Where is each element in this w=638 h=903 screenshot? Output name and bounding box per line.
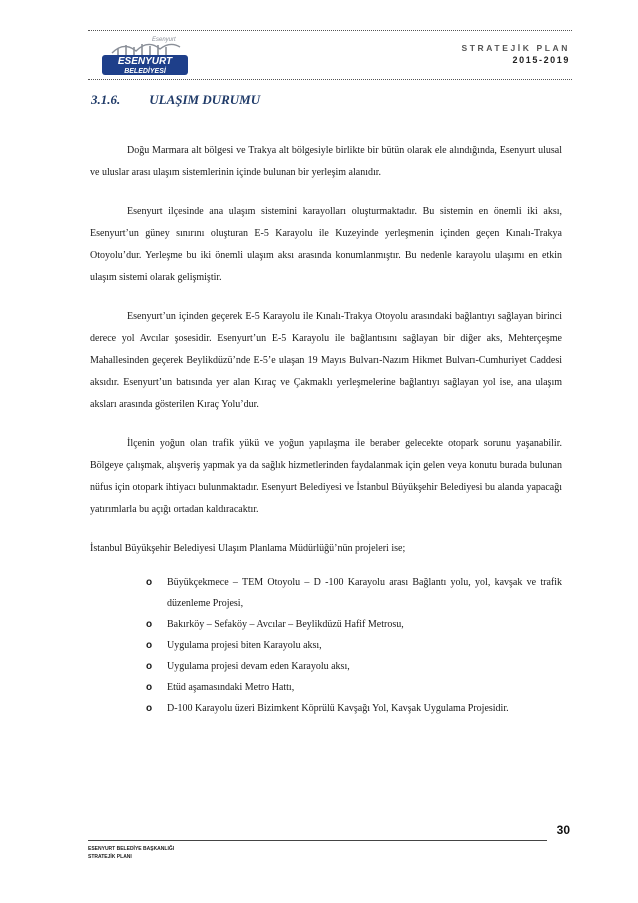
list-item: [146, 656, 562, 677]
bullet-icon: o: [146, 703, 153, 714]
page-number: 30: [556, 823, 570, 837]
list-item: [146, 614, 562, 635]
header-bottom-divider: [88, 79, 572, 80]
logo-top-text: Esenyurt: [152, 37, 176, 43]
bullet-icon: o: [146, 682, 153, 693]
paragraph-1: Doğu Marmara alt bölgesi ve Trakya alt bölgesiyle birlikte bir bütün olarak ele alındığında, Esenyurt ulusal ve uluslar arası ulaşım sistemlerinin içinde bulunan bir yerleşim alanıdır.: [90, 145, 562, 178]
bullet-icon: o: [146, 640, 153, 651]
footer-text: [88, 845, 174, 861]
logo-main-text: ESENYURT: [117, 56, 173, 67]
project-text: Etüd aşamasındaki Metro Hattı,: [167, 682, 295, 693]
list-item: [146, 698, 562, 719]
paragraph-4: İlçenin yoğun olan trafik yükü ve yoğun yapılaşma ile beraber gelecekte otopark sorunu yaşanabilir. Bölgeye çalışmak, alışveriş yapmak ya da sağlık hizmetlerinden faydalanmak için gelen veya konutu burada bulunan nüfus için otopark ihtiyacı bulunmaktadır. Esenyurt Belediyesi ve İstanbul Büyükşehir Belediyesi bu alanda yapacağı yatırımlarla bu açığı ortadan kaldıracaktır.: [90, 438, 562, 515]
bullet-icon: o: [146, 619, 153, 630]
project-text: Uygulama projesi biten Karayolu aksı,: [167, 640, 322, 651]
esenyurt-belediyesi-logo: [94, 33, 194, 77]
project-text: Uygulama projesi devam eden Karayolu aksı,: [167, 661, 350, 672]
projects-list: [90, 572, 562, 719]
footer-line-1: ESENYURT BELEDİYE BAŞKANLIĞI: [88, 846, 175, 852]
projects-intro: İstanbul Büyükşehir Belediyesi Ulaşım Planlama Müdürlüğü’nün projeleri ise;: [90, 543, 406, 554]
body-text: [90, 140, 562, 719]
header-plan-label: STRATEJİK PLAN: [461, 43, 570, 53]
project-text: D-100 Karayolu üzeri Bizimkent Köprülü Kavşağı Yol, Kavşak Uygulama Projesidir.: [167, 703, 509, 714]
bullet-icon: o: [146, 661, 153, 672]
bullet-icon: o: [146, 577, 153, 588]
paragraph-3: Esenyurt’un içinden geçerek E-5 Karayolu ile Kınalı-Trakya Otoyolu arasındaki bağlantıyı sağlayan birinci derece yol Avcılar şosesidir. Esenyurt’un E-5 Karayolu ile bağlantısını sağlayan bir diğer aks, Mehterçeşme Mahallesinden geçerek Beylikdüzü’nde E-5’e ulaşan 19 Mayıs Bulvarı-Nazım Hikmet Bulvarı-Cumhuriyet Caddesi aksıdır. Esenyurt’un batısında yer alan Kıraç ve Çakmaklı yerleşmelerine bağlantıyı sağlayan yol ise, ana ulaşım aksları arasında gösterilen Kıraç Yolu’dur.: [90, 311, 562, 410]
footer-line-2: STRATEJİK PLANI: [88, 854, 132, 860]
section-number: 3.1.6.: [91, 92, 121, 107]
list-item: [146, 677, 562, 698]
section-title: ULAŞIM DURUMU: [149, 92, 261, 107]
list-item: [146, 572, 562, 614]
header-top-divider: [88, 30, 572, 31]
footer-divider: [88, 840, 547, 841]
project-text: Bakırköy – Sefaköy – Avcılar – Beylikdüzü Hafif Metrosu,: [167, 619, 404, 630]
project-text: Büyükçekmece – TEM Otoyolu – D -100 Karayolu arası Bağlantı yolu, yol, kavşak ve trafik düzenleme Projesi,: [167, 577, 562, 609]
logo-sub-text: BELEDİYESİ: [124, 68, 166, 75]
list-item: [146, 635, 562, 656]
header-plan-block: [462, 43, 571, 65]
paragraph-2: Esenyurt ilçesinde ana ulaşım sistemini karayolları oluşturmaktadır. Bu sistemin en önemli iki aksı, Esenyurt’un güney sınırını oluşturan E-5 Karayolu ile Kuzeyinde yerleşmenin içinden geçen Kınalı-Trakya Otoyolu’dur. Yerleşme bu iki önemli ulaşım aksı arasında konumlanmıştır. Bu nedenle karayolu ulaşımı en etkin ulaşım sistemi olarak gelişmiştir.: [90, 206, 562, 283]
header-plan-years: 2015-2019: [512, 55, 570, 65]
section-heading: [91, 92, 260, 108]
